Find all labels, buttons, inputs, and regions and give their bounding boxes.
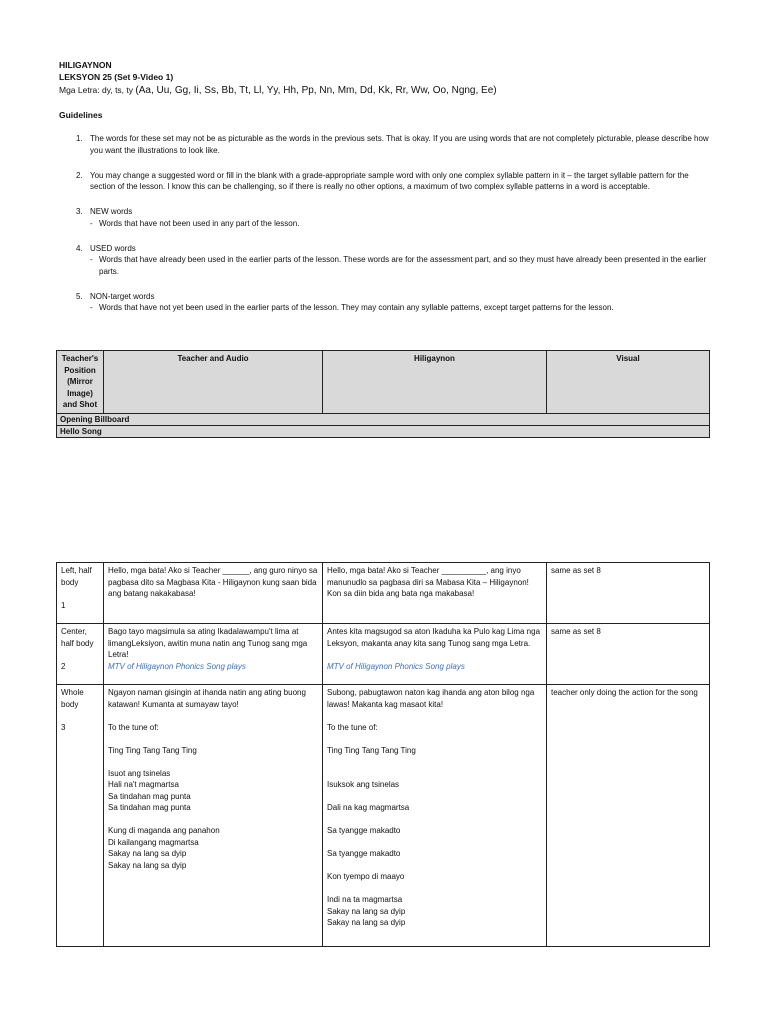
lyric-line (327, 768, 542, 780)
lyric-line (327, 733, 542, 745)
guideline-item (59, 206, 709, 229)
segment-band-opening-billboard: Opening Billboard (57, 413, 710, 425)
lyric-line: To the tune of: (108, 722, 159, 732)
position-cell (57, 624, 104, 685)
language-title: HILIGAYNON (59, 60, 112, 70)
teacher-audio-cell (104, 685, 323, 947)
lyric-line (327, 791, 542, 803)
letters-label: Mga Letra: dy, ts, ty (59, 85, 134, 95)
mtv-note: MTV of Hiligaynon Phonics Song plays (108, 661, 246, 671)
guideline-item (59, 291, 709, 314)
table-row (57, 563, 710, 624)
shot-position: Center, half body (61, 627, 94, 648)
script-table (56, 562, 710, 947)
shot-position: Left, half body (61, 566, 92, 587)
hiligaynon-cell: Hello, mga bata! Ako si Teacher __________, ang inyo manunudlo sa pagbasa diri sa Mabasa Kita – Hiligaynon! Kon sa diin bida ang bata nga makabasa! (323, 563, 547, 624)
lyric-line (327, 710, 542, 722)
song-lyrics-teacher (108, 687, 318, 871)
teacher-audio-text: Bago tayo magsimula sa ating Ikadalawampu't lima at limangLeksiyon, awitin muna natin ang Tunog sang mga Letra! (108, 627, 308, 659)
lyric-line (108, 756, 318, 768)
visual-cell: teacher only doing the action for the song (547, 685, 710, 947)
shot-position: Whole body (61, 688, 84, 709)
lyric-line (327, 883, 542, 895)
letters-line (59, 85, 497, 96)
guideline-item (59, 133, 709, 156)
lyric-line (108, 733, 318, 745)
guideline-item (59, 243, 709, 278)
lyric-line (108, 814, 318, 826)
song-lyrics-hiligaynon (327, 687, 542, 929)
table-row (57, 685, 710, 947)
column-header-teacher-audio: Teacher and Audio (104, 351, 323, 414)
mtv-note: MTV of Hiligaynon Phonics Song plays (327, 661, 465, 671)
row-number: 3 (61, 722, 66, 732)
lyric-line: Sakay na lang sa dyip (327, 906, 406, 916)
lyric-line: Ngayon naman gisingin at ihanda natin ang ating buong katawan! Kumanta at sumayaw tayo! (108, 688, 306, 709)
lyric-line: Sakay na lang sa dyip (327, 918, 406, 927)
lyric-line: Ting Ting Tang Tang Ting (327, 745, 416, 755)
lyric-line: Ting Ting Tang Tang Ting (108, 745, 197, 755)
hiligaynon-cell (323, 685, 547, 947)
lyric-line: Kung di maganda ang panahon (108, 826, 220, 835)
lyric-line (327, 756, 542, 768)
guideline-subtext: Words that have not been used in any part of the lesson. (99, 218, 300, 228)
lyric-line (108, 710, 318, 722)
row-number: 1 (61, 600, 66, 610)
guideline-text: The words for these set may not be as picturable as the words in the previous sets. That is okay. If you are using words that are not completely picturable, please describe how you want the illustrations to look like. (90, 134, 709, 155)
guideline-subitem: - Words that have not yet been used in the earlier parts of the lesson. They may contain any syllable patterns, except target patterns for the lesson. (90, 303, 614, 312)
guideline-text: You may change a suggested word or fill in the blank with a grade-appropriate sample word with only one complex syllable pattern in it – the target syllable pattern for the section of the lesson. I know this can be challenging, so if there is really no other options, a maximum of two complex syllable patterns in a word is acceptable. (90, 170, 689, 191)
letters-list: (Aa, Uu, Gg, Ii, Ss, Bb, Tt, Ll, Yy, Hh, Pp, Nn, Mm, Dd, Kk, Rr, Ww, Oo, Ngng, Ee) (135, 85, 497, 96)
guideline-number: 1. (76, 134, 83, 143)
lyric-line: Sakay na lang sa dyip (108, 849, 187, 858)
hiligaynon-cell (323, 624, 547, 685)
lyric-line: Sa tyangge makadto (327, 849, 401, 858)
guideline-text: USED words (90, 243, 136, 253)
position-cell (57, 563, 104, 624)
teacher-audio-cell: Hello, mga bata! Ako si Teacher ______, ang guro ninyo sa pagbasa dito sa Magbasa Kita - Hiligaynon kung saan bida ang batang nakakabasa! (104, 563, 323, 624)
guideline-number: 2. (76, 170, 83, 180)
guideline-subitem: - Words that have already been used in the earlier parts of the lesson. These words are for the assessment part, and so they must have already been presented in the earlier parts. (90, 255, 707, 276)
column-header-hiligaynon: Hiligaynon (323, 351, 547, 414)
guideline-number: 3. (76, 207, 83, 216)
guideline-number: 5. (76, 291, 83, 301)
lyric-line: Sakay na lang sa dyip (108, 860, 187, 870)
lesson-title: LEKSYON 25 (Set 9-Video 1) (59, 72, 174, 82)
guideline-subitem: - Words that have not been used in any part of the lesson. (90, 218, 300, 228)
lyric-line: To the tune of: (327, 722, 378, 732)
row-number: 2 (61, 661, 66, 671)
lyric-line (327, 837, 542, 849)
guideline-number: 4. (76, 243, 83, 253)
column-header-visual: Visual (547, 351, 710, 414)
lyric-line: Sa tindahan mag punta (108, 803, 191, 812)
guideline-subtext: Words that have already been used in the earlier parts of the lesson. These words are for the assessment part, and so they must have already been presented in the earlier parts. (99, 255, 707, 276)
lyric-line: Sa tyangge makadto (327, 826, 401, 835)
guideline-text: NON-target words (90, 291, 155, 301)
column-header-position: Teacher's Position (Mirror Image) and Shot (57, 351, 104, 414)
lyric-line: Kon tyempo di maayo (327, 872, 405, 881)
lyric-line: Indi na ta magmartsa (327, 895, 403, 904)
lyric-line: Hali na't magmartsa (108, 780, 179, 789)
lyric-line: Dali na kag magmartsa (327, 803, 410, 812)
visual-cell: same as set 8 (547, 624, 710, 685)
lyric-line: Isuot ang tsinelas (108, 768, 171, 778)
guidelines-list (59, 133, 709, 327)
segment-band-hello-song: Hello Song (57, 425, 710, 437)
lyric-line (327, 860, 542, 872)
visual-cell: same as set 8 (547, 563, 710, 624)
lyric-line: Sa tindahan mag punta (108, 791, 191, 801)
position-cell (57, 685, 104, 947)
lyric-line: Subong, pabugtawon naton kag ihanda ang aton bilog nga lawas! Makanta kag masaot kita! (327, 688, 535, 709)
guideline-text: NEW words (90, 207, 133, 216)
guidelines-heading: Guidelines (59, 110, 103, 120)
lyric-line (327, 814, 542, 826)
guideline-item (59, 170, 709, 193)
hiligaynon-text: Antes kita magsugod sa aton Ikaduha ka Pulo kag Lima nga Leksyon, makanta anay kita sang Tunog sang mga Letra. (327, 627, 541, 648)
table-row (57, 624, 710, 685)
teacher-audio-cell (104, 624, 323, 685)
lyric-line: Di kailangang magmartsa (108, 837, 199, 847)
guideline-subtext: Words that have not yet been used in the earlier parts of the lesson. They may contain any syllable patterns, except target patterns for the lesson. (99, 303, 614, 312)
lyric-line: Isuksok ang tsinelas (327, 780, 400, 789)
script-header-table (56, 350, 710, 438)
